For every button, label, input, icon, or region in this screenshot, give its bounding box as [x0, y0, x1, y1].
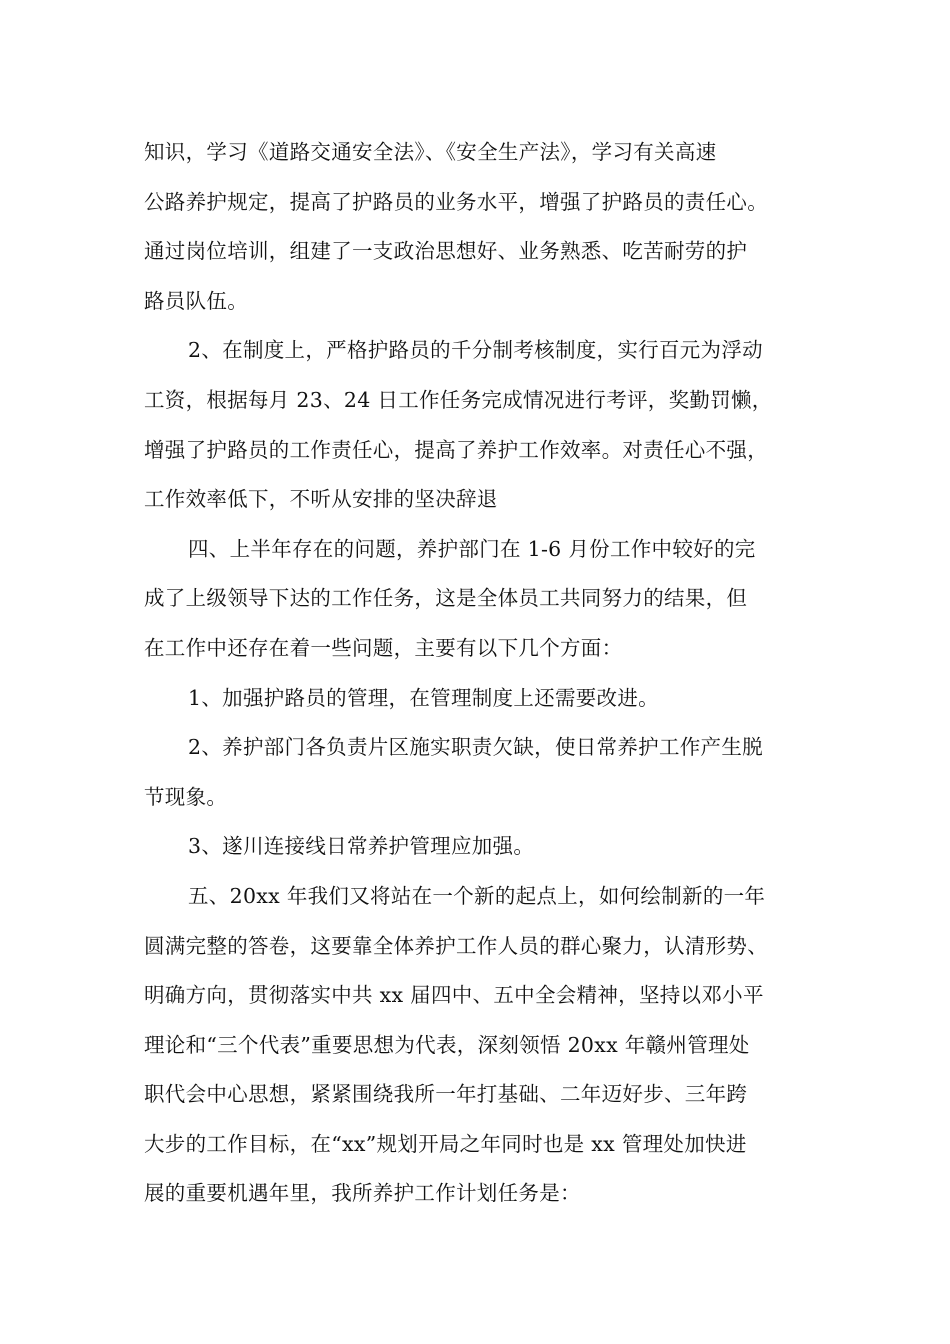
text-line: 展的重要机遇年里，我所养护工作计划任务是： [144, 1181, 581, 1206]
text-line: 理论和“三个代表”重要思想为代表，深刻领悟 20xx 年赣州管理处 [144, 1032, 750, 1057]
text-line: 成了上级领导下达的工作任务，这是全体员工共同努力的结果，但 [144, 586, 748, 611]
text-line: 圆满完整的答卷，这要靠全体养护工作人员的群心聚力，认清形势、 [144, 933, 768, 958]
text-line: 明确方向，贯彻落实中共 xx 届四中、五中全会精神，坚持以邓小平 [144, 983, 764, 1008]
text-line: 四、上半年存在的问题，养护部门在 1-6 月份工作中较好的完 [188, 536, 756, 561]
text-line: 在工作中还存在着一些问题，主要有以下几个方面： [144, 635, 623, 660]
text-line: 公路养护规定，提高了护路员的业务水平，增强了护路员的责任心。 [144, 189, 768, 214]
text-line: 知识，学习《道路交通安全法》、《安全生产法》，学习有关高速 [144, 140, 717, 164]
text-line: 职代会中心思想，紧紧围绕我所一年打基础、二年迈好步、三年跨 [144, 1082, 748, 1107]
text-line: 1、加强护路员的管理，在管理制度上还需要改进。 [188, 685, 659, 710]
text-line: 工作效率低下，不听从安排的坚决辞退 [144, 487, 498, 512]
text-line: 通过岗位培训，组建了一支政治思想好、业务熟悉、吃苦耐劳的护 [144, 239, 748, 264]
text-line: 大步的工作目标，在“xx”规划开局之年同时也是 xx 管理处加快进 [144, 1131, 747, 1156]
text-line: 2、养护部门各负责片区施实职责欠缺，使日常养护工作产生脱 [188, 735, 763, 760]
text-line: 节现象。 [144, 784, 228, 809]
text-line: 工资，根据每月 23、24 日工作任务完成情况进行考评，奖勤罚懒， [144, 387, 773, 412]
text-line: 五、20xx 年我们又将站在一个新的起点上，如何绘制新的一年 [188, 883, 766, 908]
document-body [144, 128, 834, 1219]
text-line: 3、遂川连接线日常养护管理应加强。 [188, 834, 535, 859]
text-line: 路员队伍。 [144, 288, 248, 313]
text-line: 2、在制度上，严格护路员的千分制考核制度，实行百元为浮动 [188, 338, 763, 363]
text-line: 增强了护路员的工作责任心，提高了养护工作效率。对责任心不强， [144, 437, 768, 462]
